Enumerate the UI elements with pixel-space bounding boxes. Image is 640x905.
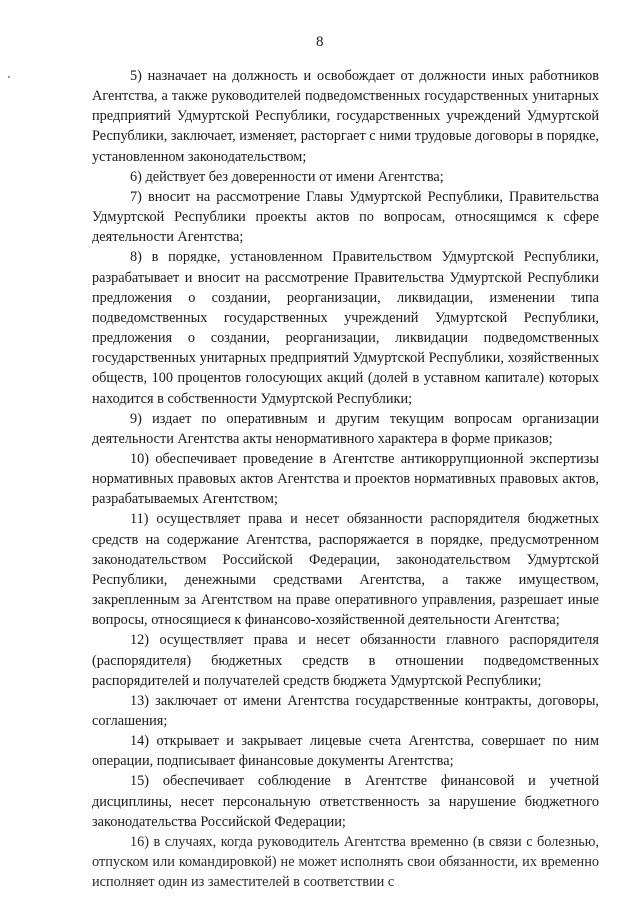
paragraph-item-14: 14) открывает и закрывает лицевые счета Агентства, совершает по ним операции, подписывает финансовые документы Агентства; <box>92 733 599 770</box>
paragraph-item-16: 16) в случаях, когда руководитель Агентства временно (в связи с болезнью, отпуском или командировкой) не может исполнять свои обязанности, их временно исполняет один из заместителей в соответствии с <box>92 833 599 891</box>
scan-artifact-dot <box>8 76 10 78</box>
paragraph-item-11: 11) осуществляет права и несет обязанности распорядителя бюджетных средств на содержание Агентства, распоряжается в порядке, предусмотренном законодательством Российской Федерации, законодательством Удмуртской Республики, денежными средствами Агентства, а также имуществом, закрепленным за Агентством на праве оперативного управления, разрешает иные вопросы, относящиеся к финансово-хозяйственной деятельности Агентства; <box>92 511 599 629</box>
paragraph-item-7: 7) вносит на рассмотрение Главы Удмуртской Республики, Правительства Удмуртской Республики проекты актов по вопросам, относящимся к сфере деятельности Агентства; <box>92 188 599 246</box>
paragraph-item-13: 13) заключает от имени Агентства государственные контракты, договоры, соглашения; <box>92 692 599 729</box>
paragraph-item-10: 10) обеспечивает проведение в Агентстве антикоррупционной экспертизы нормативных правовых актов Агентства и проектов нормативных правовых актов, разрабатываемых Агентством; <box>92 450 599 508</box>
paragraph-item-8: 8) в порядке, установленном Правительством Удмуртской Республики, разрабатывает и вносит на рассмотрение Правительства Удмуртской Республики предложения о создании, реорганизации, ликвидации, изменении типа подведомственных государственных учреждений Удмуртской Республики, предложения о создании, реорганизации, ликвидации подведомственных государственных унитарных предприятий Удмуртской Республики, хозяйственных обществ, 100 процентов голосующих акций (долей в уставном капитале) которых находится в собственности Удмуртской Республики; <box>92 249 599 407</box>
paragraph-item-9: 9) издает по оперативным и другим текущим вопросам организации деятельности Агентства акты ненормативного характера в форме приказов; <box>92 410 599 447</box>
paragraph-item-12: 12) осуществляет права и несет обязанности главного распорядителя (распорядителя) бюджетных средств в отношении подведомственных распорядителей и получателей средств бюджета Удмуртской Республики; <box>92 632 599 689</box>
document-body <box>92 66 599 892</box>
paragraph-item-15: 15) обеспечивает соблюдение в Агентстве финансовой и учетной дисциплины, несет персональную ответственность за нарушение бюджетного законодательства Российской Федерации; <box>92 773 599 830</box>
paragraph-item-6: 6) действует без доверенности от имени Агентства; <box>130 168 444 185</box>
paragraph-item-5: 5) назначает на должность и освобождает от должности иных работников Агентства, а также руководителей подведомственных государственных унитарных предприятий Удмуртской Республики, государственных учреждений Удмуртской Республики, заключает, изменяет, расторгает с ними трудовые договоры в порядке, установленном законодательством; <box>92 68 599 165</box>
page-number: 8 <box>316 34 324 50</box>
